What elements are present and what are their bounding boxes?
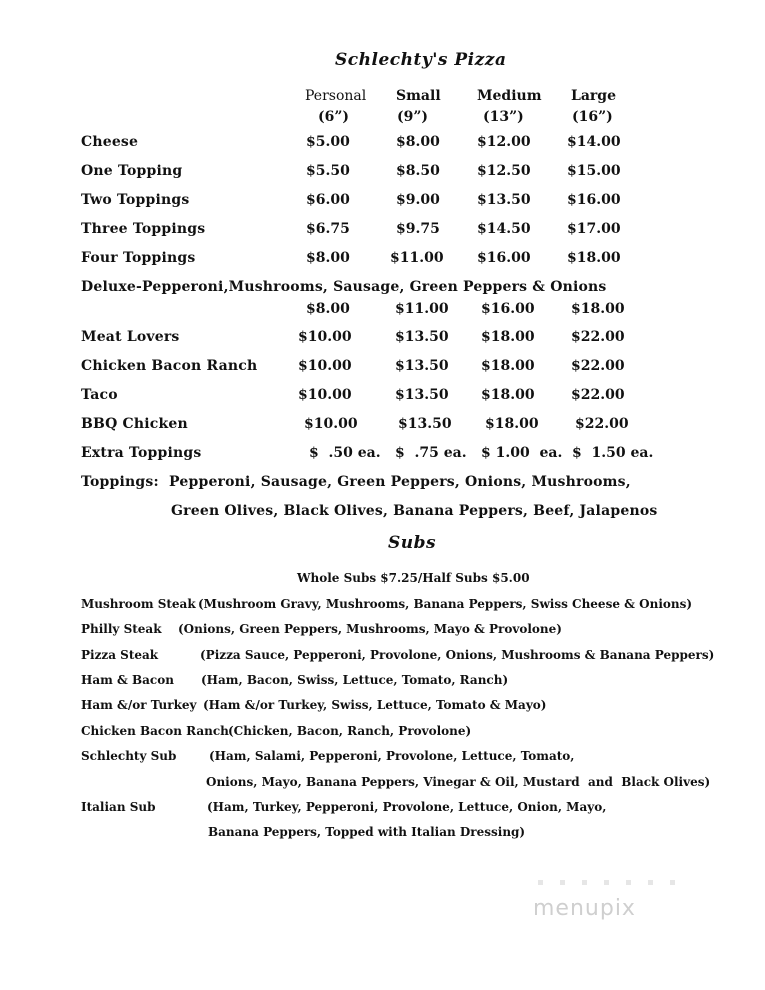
toppings-list-line1: Toppings: Pepperoni, Sausage, Green Peppers, Onions, Mushrooms, — [81, 474, 631, 490]
watermark-dot — [582, 880, 587, 885]
price-small: $13.50 — [395, 329, 449, 345]
price-personal: $5.50 — [306, 163, 350, 179]
sub-description-cont: Banana Peppers, Topped with Italian Dressing) — [208, 825, 526, 839]
price-medium: $ 1.00 ea. — [481, 445, 563, 461]
size-header-large: Large — [571, 88, 616, 104]
price-medium: $14.50 — [477, 221, 531, 237]
price-personal: $8.00 — [306, 301, 350, 317]
pizza-row-name: Cheese — [81, 134, 139, 150]
specialty-row-name: Taco — [81, 387, 118, 403]
specialty-row-name: BBQ Chicken — [81, 416, 188, 432]
sub-description: (Ham, Bacon, Swiss, Lettuce, Tomato, Ranch) — [201, 673, 509, 687]
size-inches-medium: (13”) — [483, 109, 524, 125]
pizza-row-name: Two Toppings — [81, 192, 190, 208]
price-small: $13.50 — [395, 387, 449, 403]
sub-name: Ham & Bacon — [81, 673, 174, 687]
subs-pricing: Whole Subs $7.25/Half Subs $5.00 — [297, 571, 530, 585]
sub-description-cont: Onions, Mayo, Banana Peppers, Vinegar & Oil, Mustard and Black Olives) — [206, 775, 711, 789]
price-small: $8.50 — [396, 163, 440, 179]
price-large: $15.00 — [567, 163, 621, 179]
price-medium: $16.00 — [477, 250, 531, 266]
size-inches-small: (9”) — [397, 109, 429, 125]
sub-name: Schlechty Sub — [81, 749, 177, 763]
watermark-logo: menupix — [533, 896, 636, 921]
pizza-row-name: Three Toppings — [81, 221, 206, 237]
size-inches-personal: (6”) — [318, 109, 350, 125]
price-medium: $12.50 — [477, 163, 531, 179]
size-header-medium: Medium — [477, 88, 542, 104]
price-personal: $ .50 ea. — [309, 445, 381, 461]
price-personal: $6.00 — [306, 192, 350, 208]
price-personal: $5.00 — [306, 134, 350, 150]
price-personal: $10.00 — [298, 329, 352, 345]
sub-name: Pizza Steak — [81, 648, 159, 662]
size-inches-large: (16”) — [572, 109, 613, 125]
sub-description: (Ham &/or Turkey, Swiss, Lettuce, Tomato & Mayo) — [203, 698, 547, 712]
price-large: $22.00 — [571, 387, 625, 403]
price-medium: $12.00 — [477, 134, 531, 150]
price-large: $18.00 — [571, 301, 625, 317]
sub-description: (Onions, Green Peppers, Mushrooms, Mayo & Provolone) — [178, 622, 562, 636]
sub-description: (Chicken, Bacon, Ranch, Provolone) — [228, 724, 472, 738]
price-small: $8.00 — [396, 134, 440, 150]
price-small: $9.00 — [396, 192, 440, 208]
price-personal: $8.00 — [306, 250, 350, 266]
pizza-title: Schlechty's Pizza — [335, 50, 507, 70]
extra-toppings-name: Extra Toppings — [81, 445, 202, 461]
price-personal: $10.00 — [298, 387, 352, 403]
watermark-dot — [538, 880, 543, 885]
subs-title: Subs — [388, 533, 437, 553]
specialty-row-name: Meat Lovers — [81, 329, 180, 345]
price-large: $18.00 — [567, 250, 621, 266]
sub-name: Ham &/or Turkey — [81, 698, 197, 712]
sub-name: Italian Sub — [81, 800, 156, 814]
price-small: $9.75 — [396, 221, 440, 237]
price-medium: $18.00 — [481, 329, 535, 345]
sub-description: (Pizza Sauce, Pepperoni, Provolone, Onions, Mushrooms & Banana Peppers) — [200, 648, 715, 662]
watermark-dot — [648, 880, 653, 885]
price-large: $16.00 — [567, 192, 621, 208]
price-large: $ 1.50 ea. — [572, 445, 654, 461]
price-small: $13.50 — [398, 416, 452, 432]
price-personal: $10.00 — [298, 358, 352, 374]
watermark-dot — [626, 880, 631, 885]
watermark-dot — [604, 880, 609, 885]
price-large: $22.00 — [571, 358, 625, 374]
price-medium: $13.50 — [477, 192, 531, 208]
price-large: $17.00 — [567, 221, 621, 237]
price-medium: $16.00 — [481, 301, 535, 317]
price-medium: $18.00 — [481, 358, 535, 374]
size-header-personal: Personal — [305, 88, 367, 104]
sub-name: Philly Steak — [81, 622, 162, 636]
toppings-list-line2: Green Olives, Black Olives, Banana Peppers, Beef, Jalapenos — [171, 503, 658, 519]
price-large: $22.00 — [571, 329, 625, 345]
watermark-dot — [560, 880, 565, 885]
pizza-row-name: One Topping — [81, 163, 183, 179]
price-small: $13.50 — [395, 358, 449, 374]
price-personal: $10.00 — [304, 416, 358, 432]
pizza-row-name: Four Toppings — [81, 250, 196, 266]
price-large: $14.00 — [567, 134, 621, 150]
sub-name: Mushroom Steak — [81, 597, 196, 611]
sub-description: (Ham, Salami, Pepperoni, Provolone, Lettuce, Tomato, — [209, 749, 575, 763]
sub-description: (Ham, Turkey, Pepperoni, Provolone, Lettuce, Onion, Mayo, — [207, 800, 607, 814]
price-small: $11.00 — [395, 301, 449, 317]
price-medium: $18.00 — [481, 387, 535, 403]
price-small: $11.00 — [390, 250, 444, 266]
price-personal: $6.75 — [306, 221, 350, 237]
sub-name: Chicken Bacon Ranch — [81, 724, 229, 738]
price-small: $ .75 ea. — [395, 445, 467, 461]
specialty-row-name: Chicken Bacon Ranch — [81, 358, 258, 374]
price-large: $22.00 — [575, 416, 629, 432]
sub-description: (Mushroom Gravy, Mushrooms, Banana Peppers, Swiss Cheese & Onions) — [198, 597, 693, 611]
size-header-small: Small — [396, 88, 441, 104]
deluxe-name: Deluxe-Pepperoni,Mushrooms, Sausage, Green Peppers & Onions — [81, 279, 607, 295]
price-medium: $18.00 — [485, 416, 539, 432]
watermark-dot — [670, 880, 675, 885]
